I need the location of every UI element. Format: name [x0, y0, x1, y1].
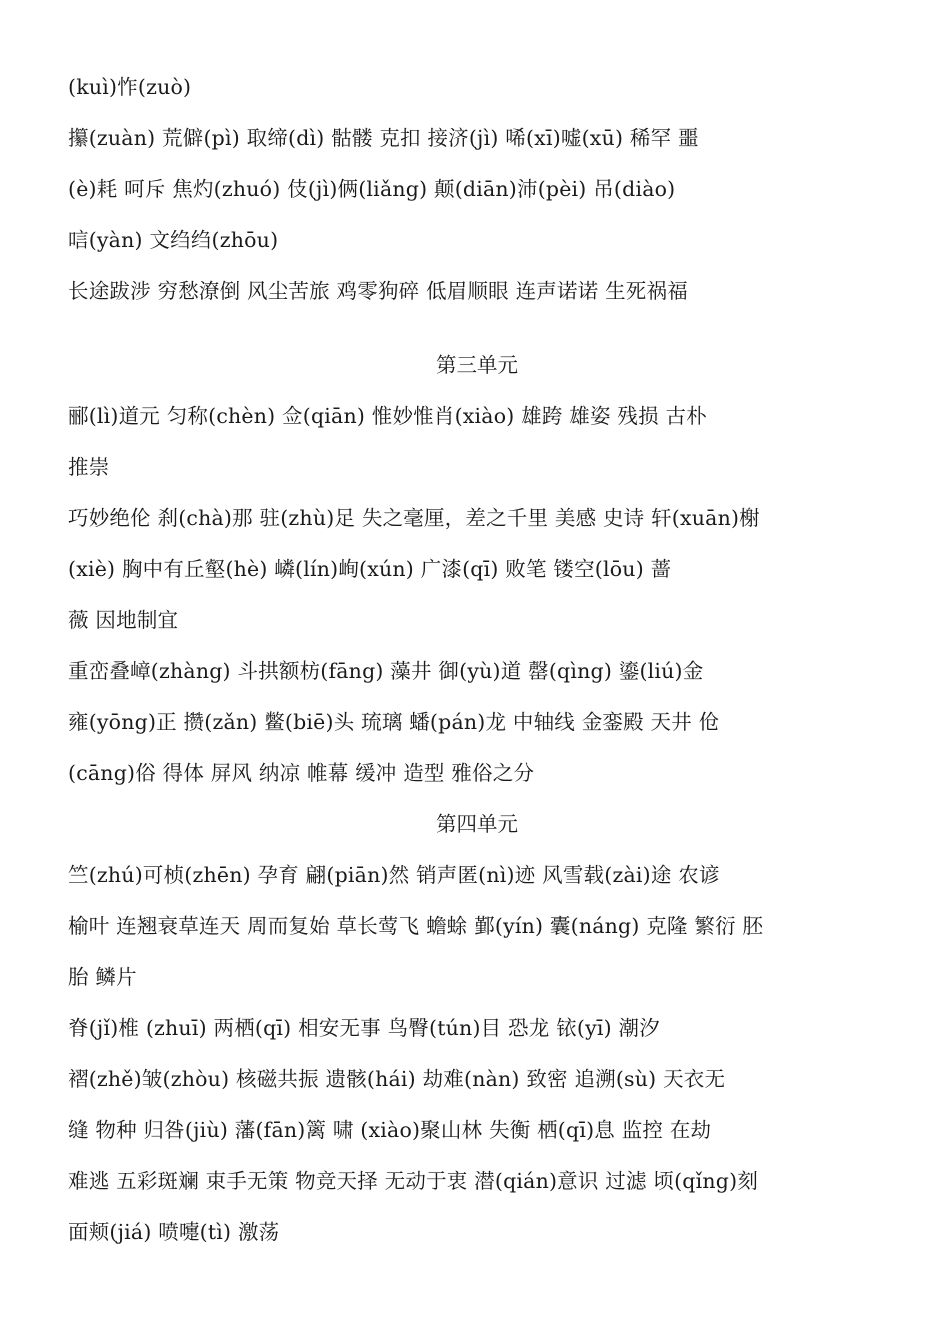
unit-two-vocabulary — [68, 62, 886, 317]
vocab-line: 褶(zhě)皱(zhòu) 核磁共振 遗骸(hái) 劫难(nàn) 致密 追溯(sù) 天衣无 — [68, 1067, 726, 1091]
vocab-line: 郦(lì)道元 匀称(chèn) 佥(qiān) 惟妙惟肖(xiào) 雄跨 雄姿 残损 古朴 — [68, 404, 707, 428]
unit-four-section — [68, 799, 886, 1258]
vocab-line: 唁(yàn) 文绉绉(zhōu) — [68, 228, 279, 252]
vocab-line: 推崇 — [68, 455, 110, 479]
vocab-line: 脊(jǐ)椎 (zhuī) 两栖(qī) 相安无事 鸟臀(tún)目 恐龙 铱(yī) 潮汐 — [68, 1016, 660, 1040]
vocab-line: 长途跋涉 穷愁潦倒 风尘苦旅 鸡零狗碎 低眉顺眼 连声诺诺 生死祸福 — [68, 279, 688, 303]
vocab-line: (cāng)俗 得体 屏风 纳凉 帷幕 缓冲 造型 雅俗之分 — [68, 761, 535, 785]
vocab-line: 面颊(jiá) 喷嚏(tì) 激荡 — [68, 1220, 280, 1244]
vocab-line: 榆叶 连翘衰草连天 周而复始 草长莺飞 蟾蜍 鄞(yín) 囊(náng) 克隆 繁衍 胚 — [68, 914, 764, 938]
unit-three-section — [68, 340, 886, 799]
vocab-line: 竺(zhú)可桢(zhēn) 孕育 翩(piān)然 销声匿(nì)迹 风雪载(zài)途 农谚 — [68, 863, 720, 887]
vocab-line: 重峦叠嶂(zhàng) 斗拱额枋(fāng) 藻井 御(yù)道 罄(qìng) 鎏(liú)金 — [68, 659, 704, 683]
unit-four-heading: 第四单元 — [436, 812, 518, 836]
vocab-line: (xiè) 胸中有丘壑(hè) 嶙(lín)峋(xún) 广漆(qī) 败笔 镂空(lōu) 蔷 — [68, 557, 672, 581]
unit-three-heading: 第三单元 — [436, 353, 518, 377]
vocab-line: 巧妙绝伦 刹(chà)那 驻(zhù)足 失之毫厘，差之千里 美感 史诗 轩(xuān)榭 — [68, 506, 760, 530]
vocab-line: 缝 物种 归咎(jiù) 藩(fān)篱 啸 (xiào)聚山林 失衡 栖(qī)息 监控 在劫 — [68, 1118, 712, 1142]
vocab-line: 薇 因地制宜 — [68, 608, 179, 632]
vocab-line: 难逃 五彩斑斓 束手无策 物竞天择 无动于衷 潜(qián)意识 过滤 顷(qǐng)刻 — [68, 1169, 759, 1193]
vocab-line: 攥(zuàn) 荒僻(pì) 取缔(dì) 骷髅 克扣 接济(jì) 唏(xī)嘘(xū) 稀罕 噩 — [68, 126, 699, 150]
document-page — [68, 62, 886, 1258]
vocab-line: 胎 鳞片 — [68, 965, 137, 989]
vocab-line: (è)耗 呵斥 焦灼(zhuó) 伎(jì)俩(liǎng) 颠(diān)沛(pèi) 吊(diào) — [68, 177, 676, 201]
vocab-line: 雍(yōng)正 攒(zǎn) 鳖(biē)头 琉璃 蟠(pán)龙 中轴线 金銮殿 天井 伧 — [68, 710, 720, 734]
vocab-line: (kuì)怍(zuò) — [68, 75, 192, 99]
section-spacer — [68, 317, 886, 340]
